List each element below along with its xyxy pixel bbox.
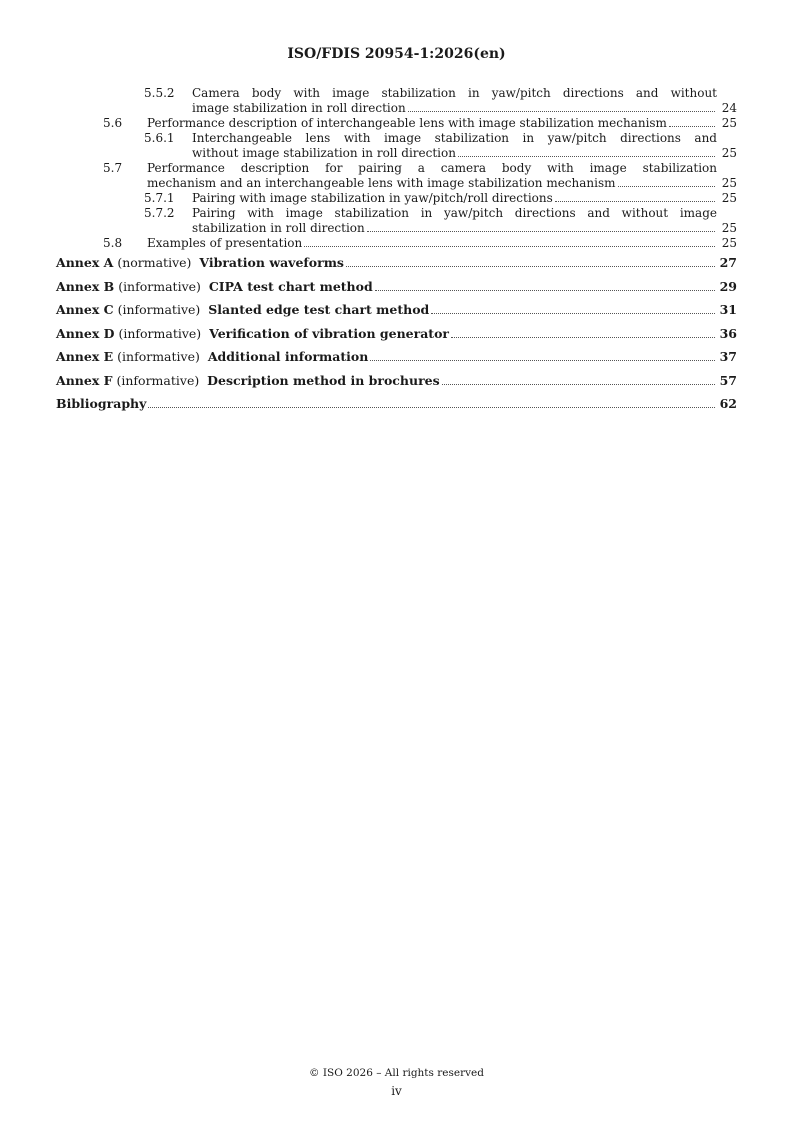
toc-entry-number: 5.7.1 — [144, 191, 175, 205]
toc-entry-5-7[interactable] — [56, 161, 737, 191]
annex-label: Annex C — [56, 302, 114, 317]
annex-kind: (informative) — [116, 372, 200, 388]
dot-leader — [148, 407, 715, 408]
annex-title: Slanted edge test chart method — [208, 302, 430, 317]
toc-entry-title-cont: stabilization in roll direction — [192, 221, 365, 235]
toc-page-number: 57 — [719, 372, 737, 388]
table-of-contents — [56, 86, 737, 416]
dot-leader — [431, 313, 715, 314]
toc-entry-title: Pairing with image stabilization in yaw/pitch directions and without image — [192, 206, 717, 220]
toc-entry-title: Examples of presentation — [147, 236, 303, 250]
toc-entry-5-5-2[interactable] — [56, 86, 737, 116]
toc-entry-title: Performance description for pairing a camera body with image stabilization — [147, 161, 717, 175]
toc-entry-5-7-2[interactable] — [56, 206, 737, 236]
toc-entry-title-cont: mechanism and an interchangeable lens with image stabilization mechanism — [147, 176, 616, 190]
page-number: iv — [391, 1084, 402, 1098]
toc-entry-annex-a[interactable] — [56, 251, 737, 275]
annex-title: Description method in brochures — [207, 372, 440, 388]
dot-leader — [346, 266, 715, 267]
toc-entry-number: 5.7 — [103, 161, 123, 175]
annex-kind: (informative) — [117, 302, 201, 317]
annex-title: Verification of vibration generator — [209, 325, 449, 341]
toc-entry-annex-b[interactable] — [56, 275, 737, 299]
annex-kind: (normative) — [117, 255, 192, 270]
dot-leader — [451, 337, 715, 338]
toc-entry-bibliography[interactable] — [56, 392, 737, 416]
toc-page-number: 24 — [721, 101, 737, 115]
annex-kind: (informative) — [118, 325, 202, 341]
toc-entry-number: 5.5.2 — [144, 86, 175, 100]
dot-leader — [442, 384, 715, 385]
annex-label: Annex B — [56, 278, 115, 294]
dot-leader — [375, 290, 715, 291]
toc-page-number: 25 — [721, 146, 737, 160]
annex-title: Additional information — [207, 349, 369, 364]
toc-entry-number: 5.7.2 — [144, 206, 175, 220]
dot-leader — [408, 111, 715, 112]
toc-entry-5-6-1[interactable] — [56, 131, 737, 161]
toc-entry-number: 5.6 — [103, 116, 123, 130]
dot-leader — [304, 246, 715, 247]
toc-entry-title: Pairing with image stabilization in yaw/pitch/roll directions — [192, 191, 553, 205]
toc-entry-annex-d[interactable] — [56, 322, 737, 346]
dot-leader — [367, 231, 715, 232]
annex-title: CIPA test chart method — [208, 278, 373, 294]
toc-entry-number: 5.6.1 — [144, 131, 175, 145]
toc-entry-number: 5.8 — [103, 236, 123, 250]
toc-entry-annex-f[interactable] — [56, 369, 737, 393]
toc-page-number: 25 — [721, 236, 737, 250]
annex-label: Annex D — [56, 325, 115, 341]
toc-entry-title: Camera body with image stabilization in yaw/pitch directions and without — [192, 86, 717, 100]
toc-page-number: 25 — [721, 191, 737, 205]
toc-page-number: 36 — [719, 325, 737, 341]
toc-entry-annex-c[interactable] — [56, 298, 737, 322]
toc-page-number: 62 — [719, 396, 737, 411]
annex-kind: (informative) — [117, 349, 200, 364]
toc-page-number: 37 — [719, 349, 737, 364]
copyright-notice: © ISO 2026 – All rights reserved — [309, 1067, 484, 1079]
annex-title: Vibration waveforms — [199, 255, 344, 270]
annex-kind: (informative) — [118, 278, 201, 294]
toc-entry-annex-e[interactable] — [56, 345, 737, 369]
dot-leader — [618, 186, 715, 187]
bibliography-title: Bibliography — [56, 396, 147, 411]
toc-page-number: 25 — [721, 176, 737, 190]
toc-page-number: 25 — [721, 116, 737, 130]
toc-entry-5-6[interactable] — [56, 116, 737, 131]
dot-leader — [669, 126, 715, 127]
dot-leader — [555, 201, 715, 202]
dot-leader — [458, 156, 715, 157]
dot-leader — [370, 360, 715, 361]
toc-page-number: 25 — [721, 221, 737, 235]
toc-entry-5-7-1[interactable] — [56, 191, 737, 206]
document-header: ISO/FDIS 20954-1:2026(en) — [287, 46, 506, 62]
toc-page-number: 27 — [719, 255, 737, 270]
toc-entry-title-cont: image stabilization in roll direction — [192, 101, 406, 115]
toc-entry-title: Performance description of interchangeable lens with image stabilization mechanism — [147, 116, 667, 130]
annex-label: Annex F — [56, 372, 113, 388]
toc-entry-title-cont: without image stabilization in roll direction — [192, 146, 456, 160]
toc-page-number: 29 — [719, 278, 737, 294]
toc-page-number: 31 — [719, 302, 737, 317]
annex-label: Annex A — [56, 255, 114, 270]
annex-label: Annex E — [56, 349, 114, 364]
toc-entry-5-8[interactable] — [56, 236, 737, 251]
toc-entry-title: Interchangeable lens with image stabilization in yaw/pitch directions and — [192, 131, 717, 145]
